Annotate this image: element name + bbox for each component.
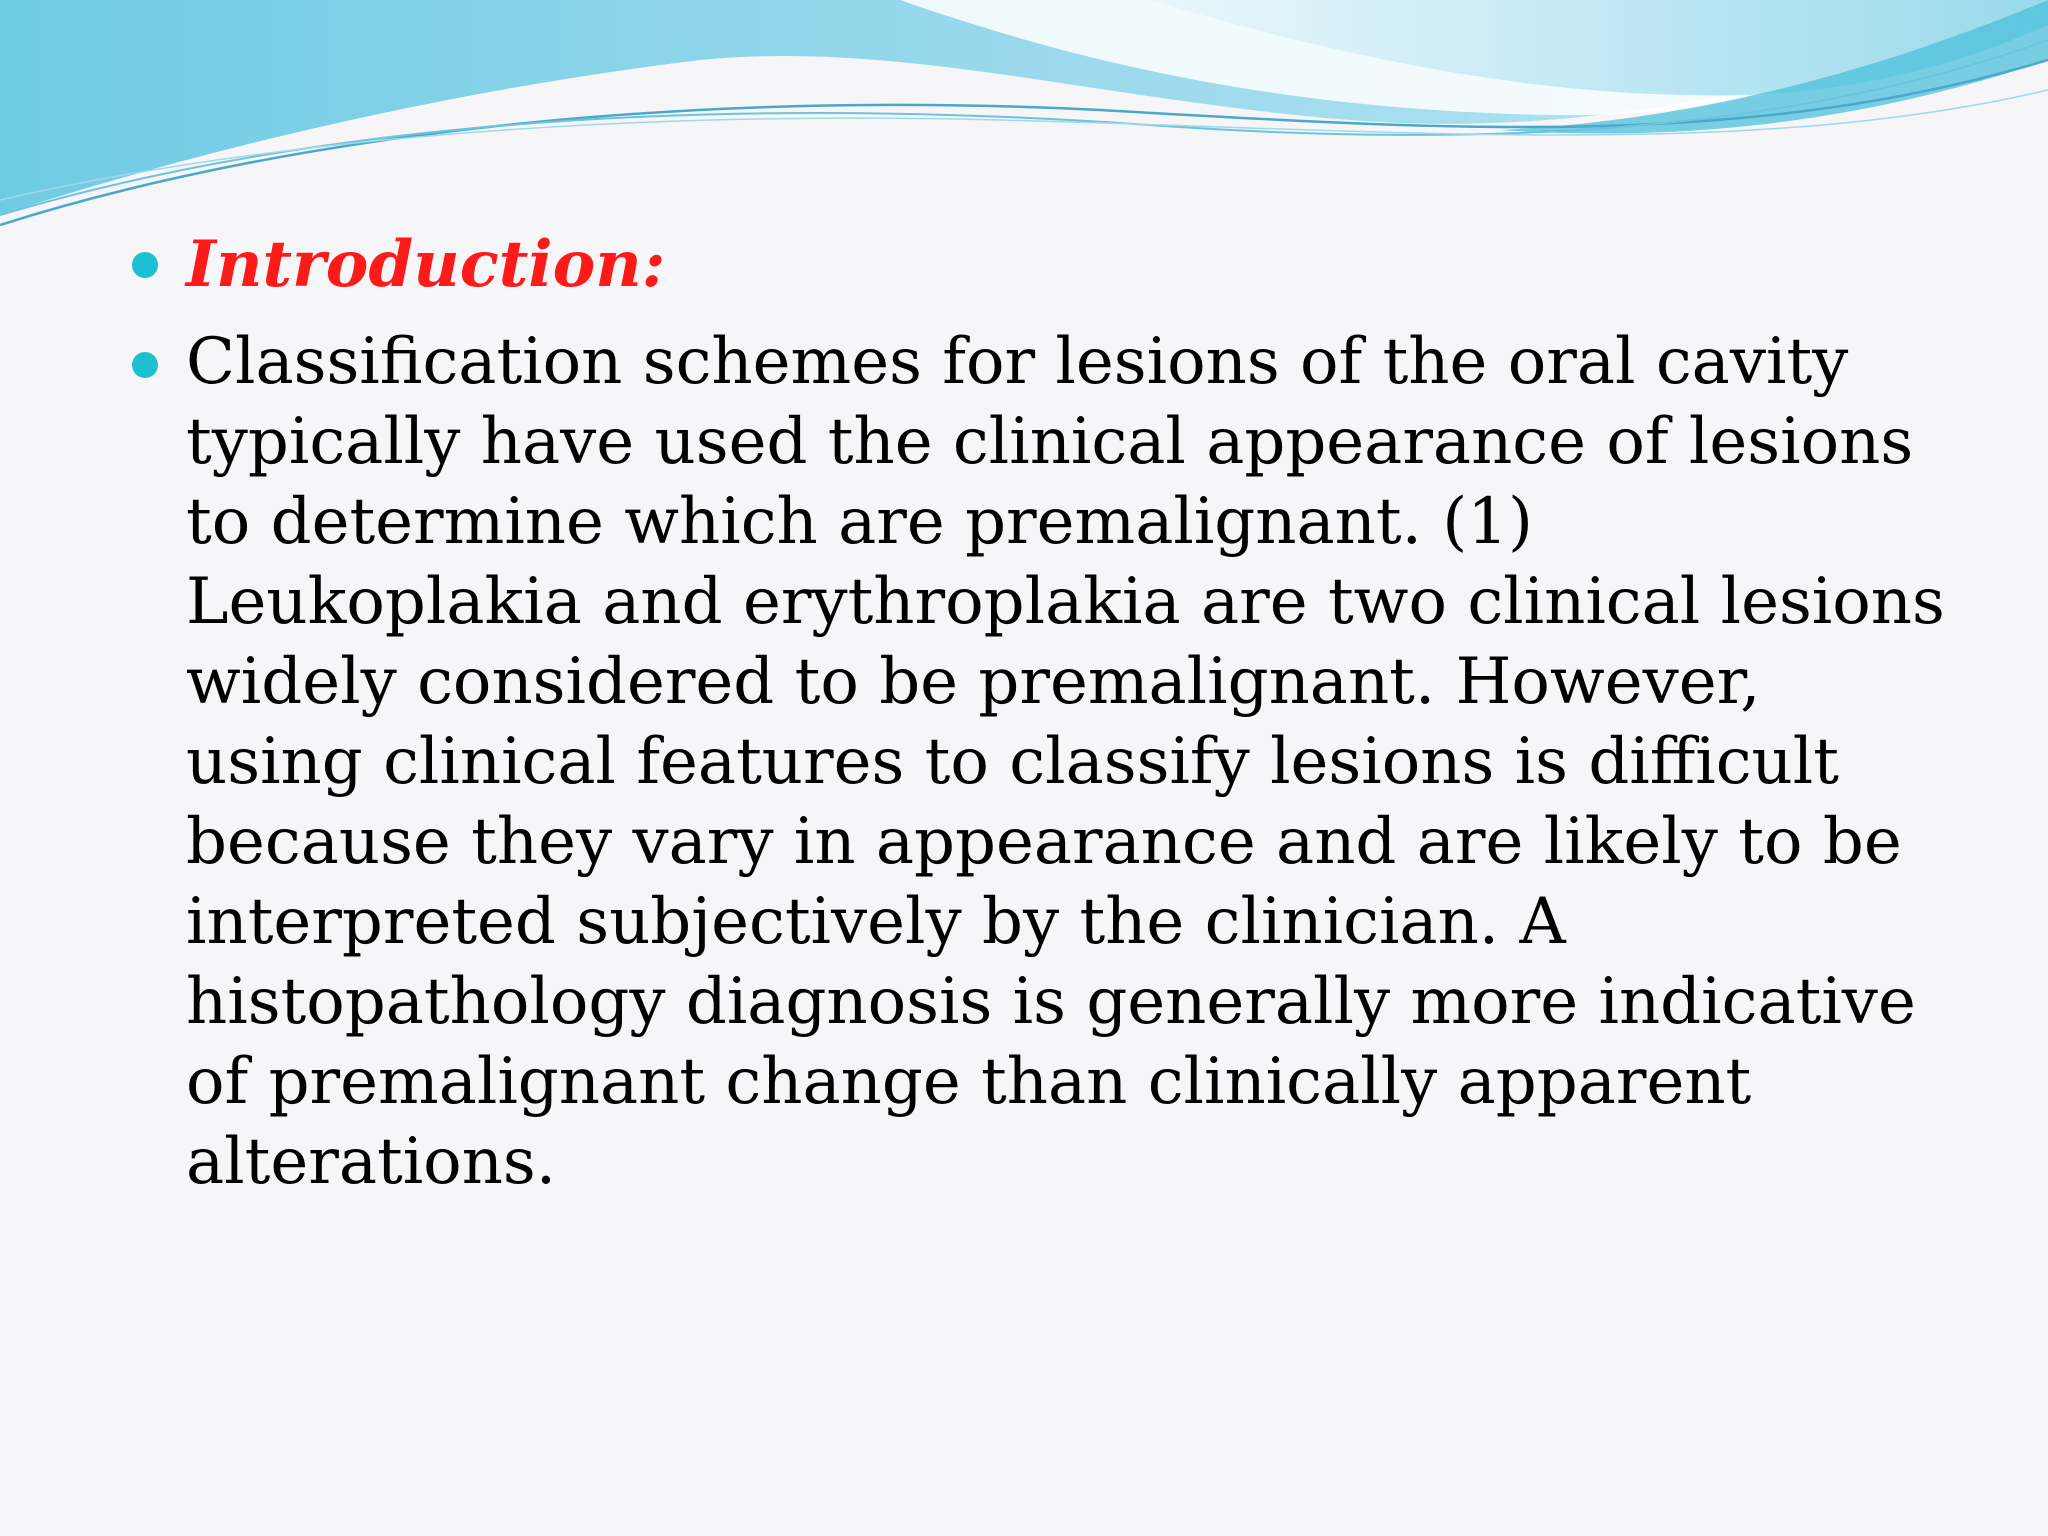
bullet-item-heading (128, 222, 1948, 308)
bullet-dot-icon (132, 352, 158, 378)
section-heading: Introduction: (186, 227, 666, 302)
wave-header-decoration (0, 0, 2048, 240)
slide-content (128, 222, 1948, 1216)
bullet-item-body (128, 322, 1948, 1202)
body-paragraph: Classification schemes for lesions of the oral cavity typically have used the clinical appearance of lesions to determine which are premalignant. (1) Leukoplakia and erythroplakia are two clinical lesions widely considered to be premalignant. However, using clinical features to classify lesions is difficult because they vary in appearance and are likely to be interpreted subjectively by the clinician. A histopathology diagnosis is generally more indicative of premalignant change than clinically apparent alterations. (186, 325, 1945, 1199)
bullet-dot-icon (132, 252, 158, 278)
